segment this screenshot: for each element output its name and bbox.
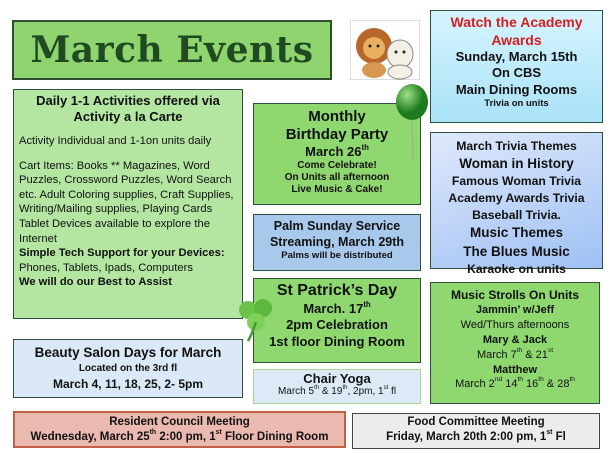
birthday-date-text: March 26: [305, 144, 362, 159]
sup: st: [546, 428, 553, 436]
academy-awards-box: [430, 10, 603, 123]
balloon-icon: [392, 84, 432, 164]
birthday-l1: Monthly: [308, 108, 366, 125]
resident-council-box: [13, 411, 346, 448]
academy-note: Trivia on units: [484, 97, 549, 109]
beauty-location: Located on the 3rd fl: [78, 363, 178, 375]
food-committee-box: [352, 413, 600, 449]
trivia-item: Music Themes: [469, 224, 564, 240]
trivia-item: Karaoke on units: [467, 262, 566, 277]
sup: th: [569, 376, 575, 384]
food-title: Food Committee Meeting: [407, 416, 545, 428]
st-patricks-box: [253, 278, 421, 363]
t: 16: [522, 378, 539, 391]
sup: th: [363, 300, 371, 309]
academy-location: Main Dining Rooms: [455, 81, 578, 97]
beauty-salon-box: [13, 339, 243, 398]
palm-l2: Streaming, March 29th: [269, 234, 405, 249]
patrick-floor: 1st: [269, 333, 288, 349]
academy-heading: Watch the Academy Awards: [450, 14, 583, 48]
chair-yoga-box: [253, 369, 421, 404]
t: March 2: [455, 378, 495, 391]
birthday-l3: Come Celebrate!: [297, 159, 377, 171]
patrick-l3: 2pm Celebration: [286, 317, 388, 333]
lion-and-dog-icon: [350, 20, 420, 80]
t: March 7: [476, 348, 517, 361]
t: Floor Dining Room: [221, 430, 329, 443]
patrick-l1: St Patrick’s Day: [276, 282, 398, 299]
sup: th: [149, 428, 157, 436]
sup: th: [538, 376, 544, 384]
music-strolls-box: [430, 282, 600, 404]
trivia-themes-box: [430, 132, 603, 277]
sup: st: [215, 428, 222, 436]
sup: th: [342, 385, 348, 392]
trivia-item: The Blues Music: [463, 243, 570, 259]
birthday-l5: Live Music & Cake!: [291, 183, 383, 195]
birthday-l4: On Units all afternoon: [284, 171, 390, 183]
patrick-date-text: March. 17: [303, 301, 364, 316]
trivia-item: Woman in History: [459, 155, 574, 171]
palm-l1: Palm Sunday Service: [273, 219, 401, 233]
trivia-item: March Trivia Themes: [456, 139, 577, 153]
music-schedule: Wed/Thurs afternoons: [460, 319, 570, 332]
sup: nd: [494, 376, 503, 384]
palm-l3: Palms will be distributed: [281, 250, 393, 262]
t: Wednesday, March 25: [30, 430, 150, 443]
music-performer: Jammin’ w/Jeff: [475, 304, 555, 317]
daily-activities-box: [13, 89, 243, 319]
t: & 28: [543, 378, 570, 391]
patrick-date: [254, 301, 420, 317]
t: Fl: [552, 430, 566, 443]
patrick-room: floor Dining Room: [287, 333, 405, 349]
sup: st: [383, 385, 389, 392]
t: & 21: [522, 348, 548, 361]
t: March 5: [277, 386, 315, 398]
trivia-item: Academy Awards Trivia: [448, 191, 585, 206]
daily-tablet: Tablet Devices available to explore the Internet: [19, 218, 210, 245]
yoga-title: Chair Yoga: [303, 371, 371, 386]
music-performer: Mary & Jack: [482, 333, 548, 346]
birthday-l2: Birthday Party: [285, 126, 389, 143]
sup: th: [517, 376, 523, 384]
council-title: Resident Council Meeting: [109, 416, 250, 428]
daily-devices: Phones, Tablets, Ipads, Computers: [19, 261, 193, 274]
beauty-title: Beauty Salon Days for March: [34, 345, 222, 360]
t: fl: [388, 386, 397, 398]
trivia-item: Baseball Trivia.: [472, 208, 561, 223]
daily-line: Activity Individual and 1-1on units daily: [19, 135, 212, 148]
patrick-l4: [254, 334, 420, 350]
t: Friday, March 20th 2:00 pm, 1: [386, 430, 547, 443]
t: 2:00 pm, 1: [156, 430, 216, 443]
yoga-dates: [254, 386, 420, 397]
beauty-dates: March 4, 11, 18, 25, 2- 5pm: [52, 376, 204, 391]
food-details: [353, 430, 599, 445]
palm-sunday-box: [253, 214, 421, 271]
t: & 19: [319, 386, 343, 398]
page-title: March Events: [30, 29, 314, 71]
music-schedule: [431, 348, 599, 363]
daily-heading: Daily 1-1 Activities offered via Activity a la Carte: [36, 93, 220, 124]
daily-assist: We will do our Best to Assist: [19, 276, 172, 289]
shamrock-icon: [236, 296, 276, 342]
sup: th: [361, 143, 369, 152]
academy-date: Sunday, March 15th: [455, 49, 578, 64]
music-schedule: [431, 377, 599, 392]
t: 14: [502, 378, 518, 391]
sup: th: [516, 346, 523, 354]
council-details: [15, 430, 344, 445]
t: , 2pm, 1: [347, 386, 384, 398]
trivia-item: Famous Woman Trivia: [451, 174, 582, 189]
sup: th: [314, 385, 320, 392]
title-banner: [12, 20, 332, 80]
daily-cart-items: Cart Items: Books ** Magazines, Word Puzzles, Crossword Puzzles, Word Search etc. Adult Coloring supplies, Craft Supplies, Writing/Mailing supplies, Playing Cards: [19, 159, 234, 216]
music-performer: Matthew: [493, 363, 537, 376]
music-title: Music Strolls On Units: [450, 288, 579, 302]
sup: st: [547, 346, 554, 354]
daily-tech-support: Simple Tech Support for your Devices:: [19, 247, 225, 260]
academy-channel: On CBS: [491, 65, 542, 81]
